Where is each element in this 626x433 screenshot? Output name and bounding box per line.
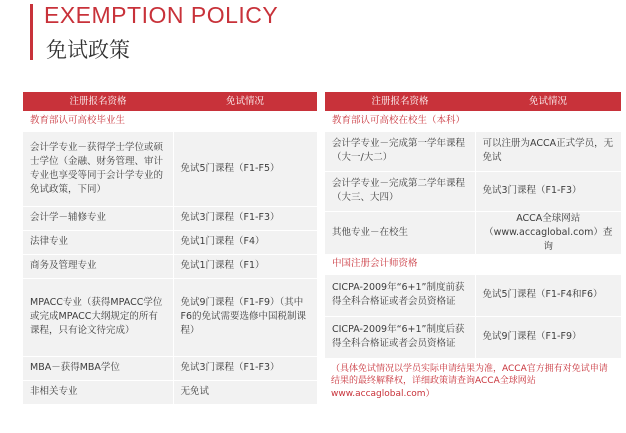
table-row <box>23 380 317 404</box>
note-row <box>325 358 621 405</box>
page-title-chinese: 免试政策 <box>46 38 130 62</box>
exemption-cell: 免试3门课程（F1-F3） <box>475 171 621 211</box>
table-header-row <box>325 92 621 111</box>
exemption-cell: 免试1门课程（F1） <box>173 254 317 278</box>
table-row <box>23 230 317 254</box>
column-header-exemption: 免试情况 <box>173 92 317 111</box>
section-row <box>325 254 621 274</box>
qualification-cell: 法律专业 <box>23 230 173 254</box>
column-header-exemption: 免试情况 <box>475 92 621 111</box>
table-row <box>23 254 317 278</box>
section-title-students: 教育部认可高校在校生（本科） <box>325 111 621 131</box>
table-row <box>23 356 317 380</box>
title-accent-bar <box>30 4 33 60</box>
exemption-cell: 可以注册为ACCA正式学员，无免试 <box>475 131 621 171</box>
qualification-cell: CICPA-2009年“6+1”制度前获得全科合格证或者会员资格证 <box>325 274 475 316</box>
column-header-qualification: 注册报名资格 <box>23 92 173 111</box>
qualification-cell: 会计学专业－完成第二学年课程（大三、大四） <box>325 171 475 211</box>
exemption-cell: 免试5门课程（F1-F4和F6） <box>475 274 621 316</box>
qualification-cell: 其他专业－在校生 <box>325 211 475 254</box>
qualification-cell: 会计学－辅修专业 <box>23 206 173 230</box>
table-header-row <box>23 92 317 111</box>
exemption-cell: 免试9门课程（F1-F9）（其中F6的免试需要选修中国税制课程） <box>173 278 317 356</box>
qualification-cell: CICPA-2009年“6+1”制度后获得全科合格证或者会员资格证 <box>325 316 475 358</box>
table-row <box>325 274 621 316</box>
table-row <box>325 316 621 358</box>
exemption-cell: 免试3门课程（F1-F3） <box>173 356 317 380</box>
section-row <box>23 111 317 131</box>
exemption-cell: 免试9门课程（F1-F9） <box>475 316 621 358</box>
exemption-table-students-cicpa <box>325 92 621 405</box>
exemption-cell: 免试1门课程（F4） <box>173 230 317 254</box>
exemption-table-graduates <box>23 92 317 405</box>
table-row <box>23 206 317 230</box>
section-title-graduates: 教育部认可高校毕业生 <box>23 111 317 131</box>
qualification-cell: MPACC专业（获得MPACC学位或完成MPACC大纲规定的所有课程，只有论文待完成） <box>23 278 173 356</box>
exemption-cell: 免试5门课程（F1-F5） <box>173 131 317 206</box>
qualification-cell: 会计学专业－获得学士学位或硕士学位（金融、财务管理、审计专业也享受等同于会计学专业的免试政策，下同） <box>23 131 173 206</box>
exemption-cell: 无免试 <box>173 380 317 404</box>
table-row <box>325 131 621 171</box>
column-header-qualification: 注册报名资格 <box>325 92 475 111</box>
table-row <box>325 171 621 211</box>
qualification-cell: 商务及管理专业 <box>23 254 173 278</box>
table-row <box>23 278 317 356</box>
qualification-cell: 非相关专业 <box>23 380 173 404</box>
policy-footnote: （具体免试情况以学员实际申请结果为准，ACCA官方拥有对免试申请结果的最终解释权，详细政策请查询ACCA全球网站www.accaglobal.com） <box>325 358 621 405</box>
section-title-cicpa: 中国注册会计师资格 <box>325 254 621 274</box>
exemption-cell: 免试3门课程（F1-F3） <box>173 206 317 230</box>
table-row <box>23 131 317 206</box>
qualification-cell: 会计学专业－完成第一学年课程（大一/大二） <box>325 131 475 171</box>
page-title-english: EXEMPTION POLICY <box>44 2 279 28</box>
qualification-cell: MBA－获得MBA学位 <box>23 356 173 380</box>
section-row <box>325 111 621 131</box>
exemption-cell: ACCA全球网站（www.accaglobal.com）查询 <box>475 211 621 254</box>
table-row <box>325 211 621 254</box>
